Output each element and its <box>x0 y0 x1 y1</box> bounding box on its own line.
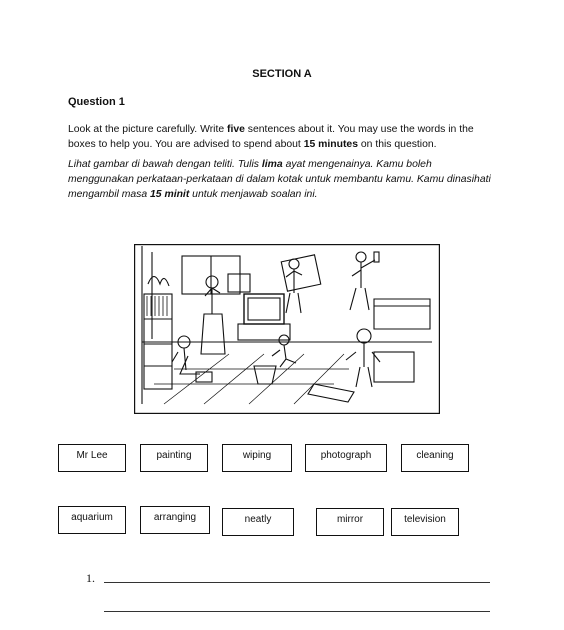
word-box-mirror: mirror <box>316 508 384 536</box>
answer-line-1[interactable] <box>104 582 490 583</box>
answer-number: 1. <box>86 571 95 585</box>
word-box-aquarium: aquarium <box>58 506 126 534</box>
question-title: Question 1 <box>68 96 125 108</box>
word-box-wiping: wiping <box>222 444 292 472</box>
word-box-mr-lee: Mr Lee <box>58 444 126 472</box>
instructions-malay: Lihat gambar di bawah dengan teliti. Tulis lima ayat mengenainya. Kamu boleh menggunakan perkataan-perkataan di dalam kotak untuk membantu kamu. Kamu dinasihati mengambil masa 15 minit untuk menjawab soalan ini. <box>68 159 491 200</box>
section-title: SECTION A <box>252 68 312 80</box>
word-box-photograph: photograph <box>305 444 387 472</box>
instructions-english: Look at the picture carefully. Write five sentences about it. You may use the words in the boxes to help you. You are advised to spend about 15 minutes on this question. <box>68 124 474 150</box>
word-box-television: television <box>391 508 459 536</box>
word-box-arranging: arranging <box>140 506 210 534</box>
word-box-neatly: neatly <box>222 508 294 536</box>
word-box-painting: painting <box>140 444 208 472</box>
word-box-cleaning: cleaning <box>401 444 469 472</box>
picture-illustration <box>134 244 440 414</box>
answer-line-2[interactable] <box>104 611 490 612</box>
